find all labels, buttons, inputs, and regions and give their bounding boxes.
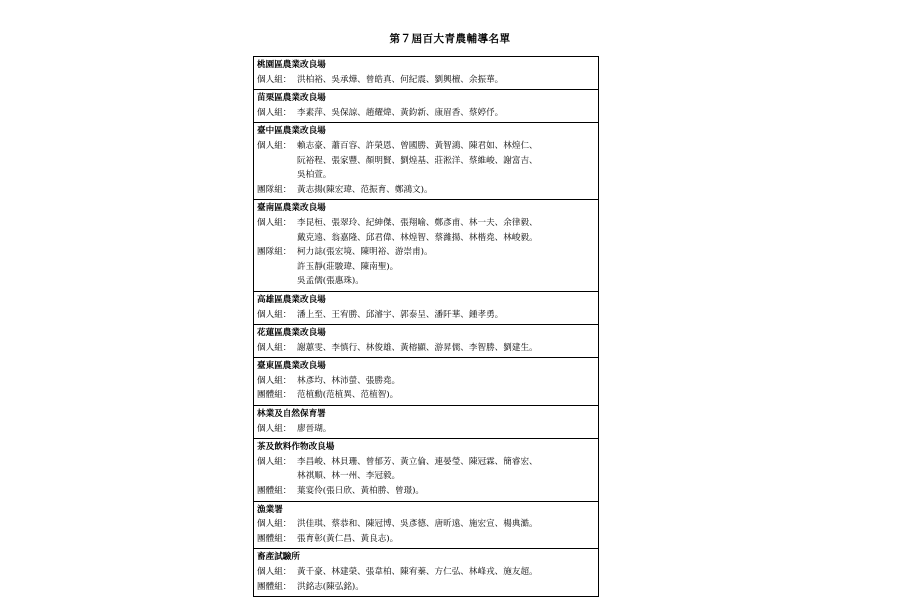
member-list — [297, 139, 595, 183]
member-list — [297, 455, 595, 484]
member-list — [297, 517, 595, 532]
member-list — [297, 565, 595, 580]
member-line: 廖晉瑚。 — [297, 423, 332, 434]
group-label: 團隊組： — [257, 247, 292, 258]
member-line: 洪佳琪、蔡恭和、陳冠博、吳彥德、唐昕遠、施宏宣、楊典澔。 — [297, 519, 538, 530]
group-label: 個人組： — [257, 107, 292, 118]
group-label: 團體組： — [257, 486, 292, 497]
unit-section — [254, 57, 598, 89]
unit-section — [254, 324, 598, 357]
member-line: 許玉靜(莊駿瑋、陳南聖)。 — [297, 261, 399, 272]
unit-name: 桃園區農業改良場 — [257, 60, 326, 70]
group-row — [257, 245, 595, 289]
group-label: 團體組： — [257, 533, 292, 544]
group-row — [257, 308, 595, 323]
unit-name: 臺南區農業改良場 — [257, 203, 326, 214]
unit-section — [254, 548, 598, 596]
group-label: 個人組： — [257, 217, 292, 228]
group-row — [257, 532, 595, 547]
unit-name: 高雄區農業改良場 — [257, 294, 326, 305]
member-line: 阮裕程、張家豐、顏明賢、劉煌基、莊淞洋、蔡維峻、謝富吉、 — [297, 155, 538, 166]
unit-section — [254, 199, 598, 291]
group-row — [257, 565, 595, 580]
unit-name: 漁業署 — [257, 504, 283, 515]
group-label: 團體組： — [257, 581, 292, 592]
group-row — [257, 183, 595, 198]
group-row — [257, 484, 595, 499]
group-row — [257, 374, 595, 389]
unit-name: 臺東區農業改良場 — [257, 361, 326, 372]
member-line: 洪柏裕、吳承燁、曾皓真、何紀震、劉興檀、余振華。 — [297, 74, 504, 85]
member-list — [297, 580, 595, 595]
group-row — [257, 139, 595, 183]
unit-section — [254, 357, 598, 405]
member-line: 葉宴伶(張日欣、黃柏勝、曾璟)。 — [297, 486, 425, 497]
group-row — [257, 422, 595, 437]
member-list — [297, 374, 595, 389]
unit-section — [254, 89, 598, 122]
member-line: 林彥均、林沛螢、張勝堯。 — [297, 375, 401, 386]
group-row — [257, 580, 595, 595]
group-row — [257, 106, 595, 121]
member-line: 李昆桓、張翠玲、紀紳傑、張翔喻、鄭彥甫、林一夫、余律毅、 — [297, 217, 538, 228]
member-list — [297, 308, 595, 323]
group-label: 個人組： — [257, 567, 292, 577]
group-label: 個人組： — [257, 140, 292, 151]
member-list — [297, 388, 595, 403]
member-line: 張育彰(黃仁昌、黃良志)。 — [297, 533, 399, 544]
group-label: 團隊組： — [257, 184, 292, 195]
member-list — [297, 245, 595, 289]
roster-table — [253, 56, 599, 597]
member-list — [297, 532, 595, 547]
member-line: 柯力誌(張宏境、陳明裕、游崇甫)。 — [297, 247, 433, 258]
group-row — [257, 216, 595, 245]
group-label: 團體組： — [257, 390, 292, 401]
unit-name: 花蓮區農業改良場 — [257, 328, 326, 339]
unit-name: 臺中區農業改良場 — [257, 126, 326, 137]
group-label: 個人組： — [257, 456, 292, 467]
member-list — [297, 106, 595, 121]
member-line: 黃志揚(陳宏瑋、范振育、鄭鴻文)。 — [297, 184, 433, 195]
member-list — [297, 422, 595, 437]
member-list — [297, 73, 595, 88]
member-line: 李素萍、吳保諒、趙耀煒、黃鈞新、康眉香、蔡婷伃。 — [297, 107, 504, 118]
page-title: 第７屆百大青農輔導名單 — [389, 33, 511, 45]
member-line: 吳柏萱。 — [297, 170, 332, 181]
member-list — [297, 183, 595, 198]
group-label: 個人組： — [257, 309, 292, 320]
group-label: 個人組： — [257, 74, 292, 85]
member-line: 吳孟儒(張惠珠)。 — [297, 276, 364, 287]
member-line: 戴克遠、翁嘉隆、邱君偉、林煌智、蔡濰揚、林楷堯、林峻毅。 — [297, 232, 538, 243]
member-list — [297, 341, 595, 356]
unit-section — [254, 405, 598, 438]
unit-name: 苗栗區農業改良場 — [257, 93, 326, 104]
member-line: 謝蕙雯、李慎行、林俊雄、黃榕顯、游昇儒、李智勝、劉建生。 — [297, 342, 538, 353]
group-label: 個人組： — [257, 519, 292, 530]
unit-name: 畜產試驗所 — [257, 552, 300, 563]
unit-section — [254, 122, 598, 199]
member-line: 林祺順、林一州、李冠毅。 — [297, 471, 401, 482]
member-line: 范植勳(范植異、范植智)。 — [297, 390, 399, 401]
unit-name: 茶及飲料作物改良場 — [257, 442, 335, 453]
unit-name: 林業及自然保育署 — [257, 409, 326, 420]
member-list — [297, 484, 595, 499]
unit-section — [254, 291, 598, 324]
member-line: 李昌峻、林貝珊、曾郁芳、黃立倫、連晏瑩、陳冠霖、簡睿宏、 — [297, 456, 538, 467]
group-row — [257, 73, 595, 88]
group-row — [257, 341, 595, 356]
member-line: 黃千豪、林建榮、張韋柏、陳宥蓁、方仁弘、林峰戎、施友超。 — [297, 567, 538, 577]
member-line: 賴志豪、蕭百容、許榮恩、曾國勝、黃智鴻、陳君如、林煌仁、 — [297, 140, 538, 151]
group-row — [257, 388, 595, 403]
group-label: 個人組： — [257, 375, 292, 386]
member-list — [297, 216, 595, 245]
member-line: 洪銘志(陳弘銘)。 — [297, 581, 364, 592]
group-row — [257, 455, 595, 484]
member-line: 潘上至、王宥勝、邱濬宇、郭泰呈、潘阡華、鍾孝勇。 — [297, 309, 504, 320]
group-row — [257, 517, 595, 532]
unit-section — [254, 501, 598, 549]
group-label: 個人組： — [257, 342, 292, 353]
unit-section — [254, 438, 598, 500]
group-label: 個人組： — [257, 423, 292, 434]
